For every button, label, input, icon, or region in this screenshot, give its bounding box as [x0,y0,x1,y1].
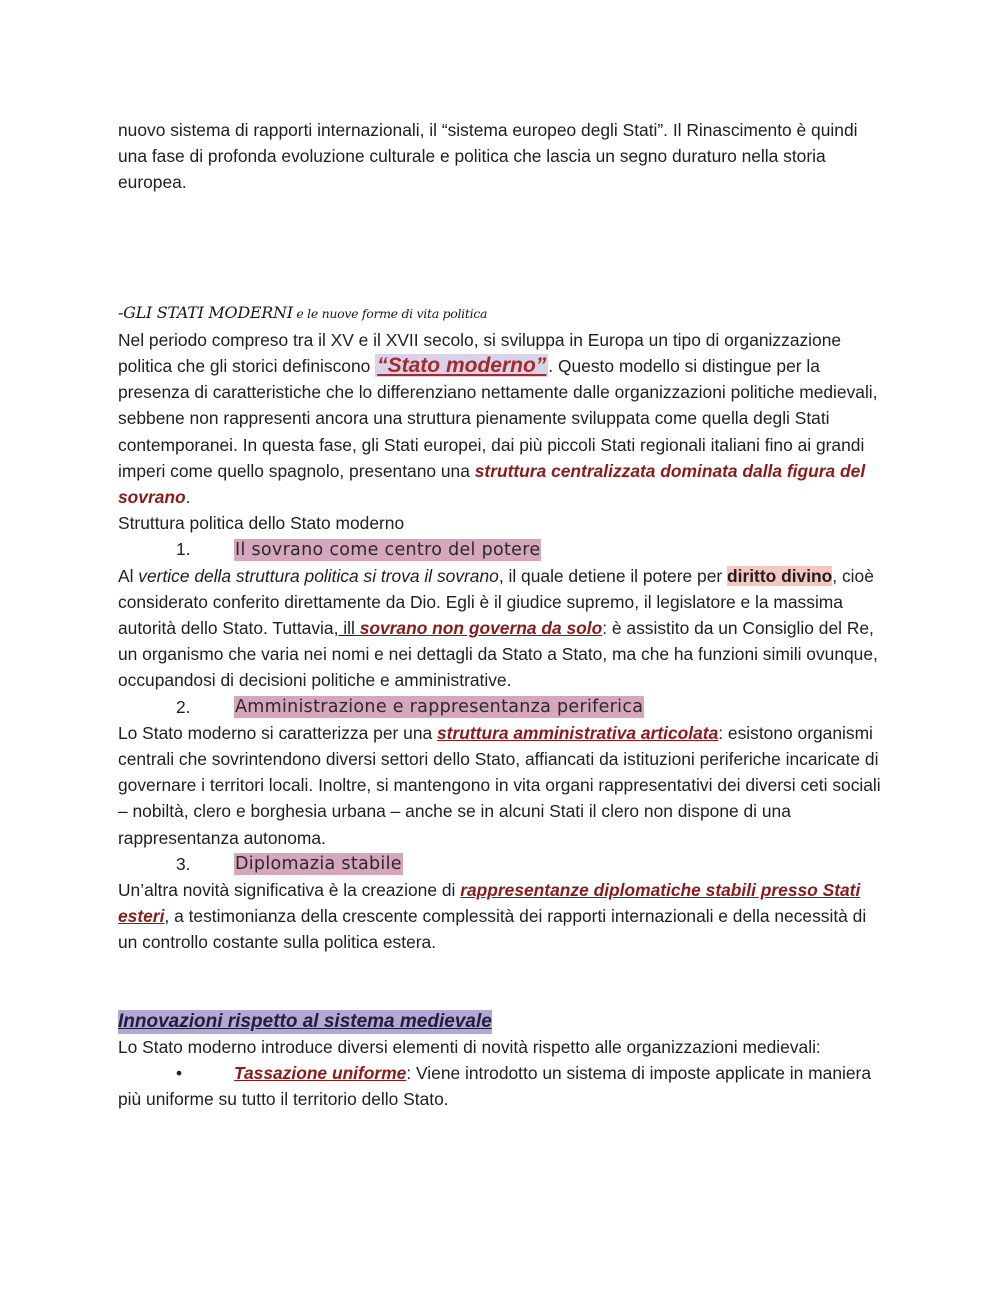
section-heading-innovazioni-wrap [118,1008,888,1034]
spacer [118,956,888,1008]
bullet-item-tassazione: • Tassazione uniforme: Viene introdotto un sistema di imposte applicate in maniera più uniforme su tutto il territorio dello Stato. [118,1060,888,1112]
highlight-diritto-divino: diritto divino [727,565,833,586]
paragraph-diplomazia: Un’altra novità significativa è la creazione di rappresentanze diplomatiche stabili presso Stati esteri, a testimonianza della crescente complessità dei rapporti internazionali e della necessità di un controllo costante sulla politica estera. [118,880,867,953]
numbered-heading-1 [118,536,888,562]
emphasis-tassazione-uniforme: Tassazione uniforme [234,1063,407,1084]
spacer [118,196,888,300]
intro-paragraph: nuovo sistema di rapporti internazionali, il “sistema europeo degli Stati”. Il Rinascimento è quindi una fase di profonda evoluzione culturale e politica che lascia un segno duraturo nella storia europea. [118,120,858,193]
emphasis-struttura-centralizzata: struttura centralizzata dominata dalla figura del sovrano [118,460,866,508]
item-title: Il sovrano come centro del potere [235,539,541,560]
section-heading-innovazioni: Innovazioni rispetto al sistema medievale [118,1010,492,1032]
numbered-heading-3 [118,851,888,877]
item-number: 2. [176,696,191,717]
paragraph-stato-moderno: Nel periodo compreso tra il XV e il XVII secolo, si sviluppa in Europa un tipo di organizzazione politica che gli storici definiscono “Stato moderno” . Questo modello si distingue per la presenza di caratteristiche che lo differenziano nettamente dalle organizzazioni politiche medievali, sebbene non rappresenti ancora una struttura pienamente sviluppata come quella degli Stati contemporanei. In questa fase, gli Stati europei, dai più piccoli Stati regionali italiani fino ai grandi imperi come quello spagnolo, presentano una struttura centralizzata dominata dalla figura del sovrano. [118,329,878,508]
subtitle-struttura-politica: Struttura politica dello Stato moderno [118,513,405,534]
bullet-icon: • [176,1063,183,1084]
emphasis-rappresentanze-diplomatiche: rappresentanze diplomatiche stabili presso Stati esteri [118,880,861,927]
numbered-heading-2 [118,694,888,720]
item-title: Diplomazia stabile [235,853,402,874]
document-content [118,117,888,1112]
item-title: Amministrazione e rappresentanza periferica [235,696,644,717]
paragraph-sovrano: Al vertice della struttura politica si trova il sovrano, il quale detiene il potere per diritto divino, cioè considerato conferito direttamente da Dio. Egli è il giudice supremo, il legislatore e la massima autorità dello Stato. Tuttavia, ill sovrano non governa da solo: è assistito da un Consiglio del Re, un organismo che varia nei nomi e nei dettagli da Stato a Stato, ma che ha funzioni simili ovunque, occupandosi di decisioni politiche e amministrative. [118,565,878,691]
paragraph-innovazioni-intro: Lo Stato moderno introduce diversi elementi di novità rispetto alle organizzazioni medievali: [118,1036,821,1057]
highlight-stato-moderno: “Stato moderno” [377,354,547,378]
emphasis-struttura-amministrativa: struttura amministrativa articolata [437,722,719,743]
item-number: 1. [176,539,191,560]
section-heading-stati-moderni: -GLI STATI MODERNI e le nuove forme di vita politica [118,302,488,322]
emphasis-sovrano-non-governa: sovrano non governa da solo [354,618,603,639]
paragraph-amministrazione: Lo Stato moderno si caratterizza per una struttura amministrativa articolata: esistono organismi centrali che sovrintendono diversi settori dello Stato, affiancati da istituzioni periferiche incaricate di governare i territori locali. Inoltre, si mantengono in vita organi rappresentativi dei diversi ceti sociali – nobiltà, clero e borghesia urbana – anche se in alcuni Stati il clero non dispone di una rappresentanza autonoma. [118,722,881,848]
item-number: 3. [176,853,191,874]
